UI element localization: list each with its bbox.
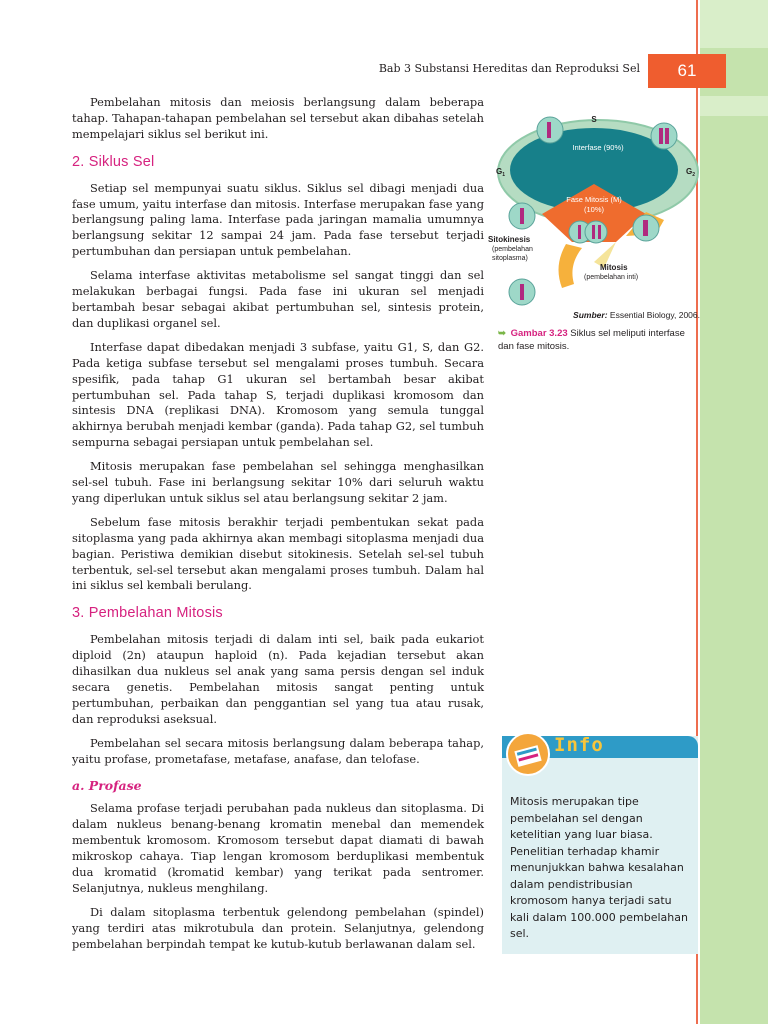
label-fase-mitosis-pct: (10%) [583, 205, 605, 214]
figure-source [510, 310, 700, 320]
paragraph: Mitosis merupakan fase pembelahan sel sehingga menghasilkan sel-sel tubuh. Fase ini berlangsung sekitar 10% dari seluruh waktu yang diperlukan untuk siklus sel atau berlangsung sekitar 2 jam. [72, 459, 484, 505]
running-header: Bab 3 Substansi Hereditas dan Reproduksi Sel [378, 62, 640, 75]
caption-arrow-icon: ➥ [498, 328, 506, 339]
label-sitokinesis: Sitokinesis [488, 235, 531, 244]
label-s: S [591, 115, 597, 124]
section-heading-pembelahan-mitosis: 3. Pembelahan Mitosis [72, 605, 223, 622]
figure-caption [498, 328, 698, 353]
source-text: Essential Biology, 2006. [609, 310, 700, 320]
label-sitokinesis-sub1: (pembelahan [492, 246, 533, 253]
label-mitosis-sub: (pembelahan inti) [584, 274, 639, 281]
paragraph: Sebelum fase mitosis berakhir terjadi pembentukan sekat pada sitoplasma yang pada akhirnya akan membagi sitoplasma menjadi dua bagian. Peristiwa demikian disebut sitokinesis. Setelah sel-sel tubuh terbentuk, sel-sel tersebut akan mengalami proses tumbuh. Dalam hal ini siklus sel kembali berulang. [72, 514, 484, 593]
label-fase-mitosis: Fase Mitosis (M) [566, 195, 622, 204]
subheading-profase: a. Profase [72, 777, 142, 793]
info-box [502, 736, 698, 954]
page-number: 61 [648, 54, 726, 88]
paragraph: Setiap sel mempunyai suatu siklus. Siklus sel dibagi menjadi dua fase umum, yaitu interfase dan mitosis. Interfase merupakan fase yang berlangsung paling lama. Interfase pada jaringan mamalia umumnya berlangsung sekitar 12 sampai 24 jam. Pada fase tersebut terjadi pertumbuhan dan persiapan untuk pembelahan. [72, 180, 484, 259]
paragraph: Interfase dapat dibedakan menjadi 3 subfase, yaitu G1, S, dan G2. Pada ketiga subfase tersebut sel mengalami proses tumbuh. Secara spesifik, pada tahap G1 ukuran sel bertambah besar akibat pertumbuhan sel. Pada tahap S, terjadi duplikasi kromosom dan sintesis DNA (replikasi DNA). Kromosom yang semula tunggal akhirnya berubah menjadi kembar (ganda). Pada tahap G2, sel tumbuh sempurna sebagai persiapan untuk pembelahan sel. [72, 339, 484, 450]
paragraph: Di dalam sitoplasma terbentuk gelendong pembelahan (spindel) yang terdiri atas mikrotubula dan protein. Selanjutnya, gelendong pembelahan berpindah tempat ke kutub-kutub berlawanan dalam sel. [72, 904, 484, 951]
paragraph: Pembelahan sel secara mitosis berlangsung dalam beberapa tahap, yaitu profase, prometafase, metafase, anafase, dan telofase. [72, 735, 484, 766]
label-g2: $G_2$ [686, 167, 696, 178]
source-label: Sumber: [573, 310, 608, 320]
info-title: Info [554, 734, 604, 756]
info-text: Mitosis merupakan tipe pembelahan sel dengan ketelitian yang luar biasa. Penelitian terhadap khamir menunjukkan bahwa kesalahan dalam pendistribusian kromosom hanya terjadi satu kali dalam 100.000 pembelahan sel. [510, 795, 688, 940]
page-edge-strip [700, 0, 768, 1024]
label-sitokinesis-sub2: sitoplasma) [492, 255, 528, 262]
paragraph: Selama profase terjadi perubahan pada nukleus dan sitoplasma. Di dalam nukleus benang-benang kromatin menebal dan memendek membentuk kromosom. Kromosom tersebut dapat diamati di bawah mikroskop cahaya. Tiap lengan kromosom berduplikasi membentuk dua kromatid (kromatid kembar) yang terikat pada sentromer. Selanjutnya, nukleus menghilang. [72, 801, 484, 895]
main-text-column [72, 95, 484, 961]
info-book-icon [506, 732, 550, 776]
intro-paragraph: Pembelahan mitosis dan meiosis berlangsung dalam beberapa tahap. Tahapan-tahapan pembelahan sel tersebut akan dibahas setelah mempelajari siklus sel berikut ini. [72, 95, 484, 141]
label-g1: $G_1$ [496, 167, 506, 178]
label-interfase: Interfase (90%) [572, 143, 624, 152]
label-mitosis: Mitosis [600, 263, 628, 272]
paragraph: Pembelahan mitosis terjadi di dalam inti sel, baik pada eukariot diploid (2n) ataupun haploid (n). Pada kejadian tersebut akan dihasilkan dua nukleus sel anak yang sama persis dengan sel induk secara genetis. Pembelahan mitosis sangat penting untuk pertumbuhan, perbaikan dan penggantian sel yang tua atau rusak, dan reproduksi aseksual. [72, 632, 484, 726]
paragraph: Selama interfase aktivitas metabolisme sel sangat tinggi dan sel melakukan berbagai fungsi. Pada fase ini ukuran sel menjadi bertambah besar sebagai akibat pertumbuhan sel, sintesis protein, dan duplikasi organel sel. [72, 268, 484, 330]
caption-text: Siklus sel meliputi interfase dan fase mitosis. [498, 328, 685, 352]
section-heading-siklus-sel: 2. Siklus Sel [72, 153, 155, 170]
mitosis-arrow [559, 244, 582, 288]
caption-label: Gambar 3.23 [510, 328, 568, 339]
cell-cycle-diagram [488, 108, 704, 318]
